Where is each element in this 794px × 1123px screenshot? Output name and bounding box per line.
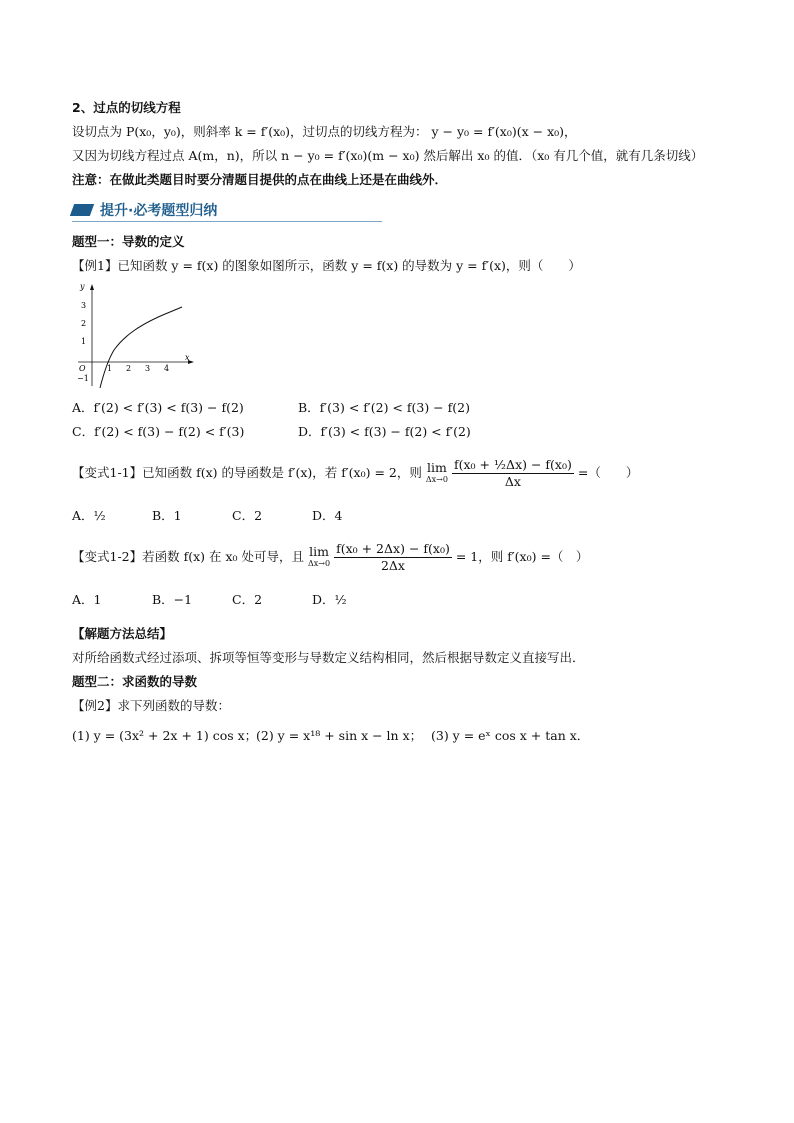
example1-option-b: B．f′(3) < f′(2) < f(3) − f(2) [298, 400, 470, 415]
variant1-1 [72, 450, 732, 496]
type2-heading: 题型二：求函数的导数 [72, 674, 198, 689]
example1-option-a: A．f′(2) < f′(3) < f(3) − f(2) [72, 400, 244, 415]
y-tick-neg1: −1 [77, 374, 89, 383]
variant1-1-fraction [452, 457, 574, 490]
variant1-2-fraction [334, 541, 452, 574]
variant1-1-option-b: B．1 [152, 508, 182, 523]
example1: 【例1】已知函数 y = f(x) 的图象如图所示，函数 y = f(x) 的导数为 y = f′(x)，则（ ） [72, 258, 581, 273]
variant1-2-option-a: A．1 [72, 592, 102, 607]
variant1-2-option-c: C．2 [232, 592, 263, 607]
banner-rule [72, 221, 382, 222]
fraction-numerator: f(x₀ + 2Δx) − f(x₀) [336, 541, 450, 556]
variant1-2-option-b: B．−1 [152, 592, 193, 607]
banner-bar-icon [70, 204, 94, 216]
variant1-1-text: 【变式1-1】已知函数 f(x) 的导函数是 f′(x)，若 f′(x₀) = 2，则 [72, 465, 422, 480]
example1-option-c: C．f′(2) < f(3) − f(2) < f′(3) [72, 424, 245, 439]
y-tick-3: 3 [81, 301, 87, 310]
x-axis-label: x [185, 353, 190, 362]
example1-options-row2 [72, 420, 732, 444]
x-tick-3: 3 [145, 364, 151, 373]
x-tick-4: 4 [164, 364, 170, 373]
fraction-denominator: 2Δx [380, 558, 405, 573]
section-heading: 2、过点的切线方程 [72, 100, 181, 115]
summary-text: 对所给函数式经过添项、拆项等恒等变形与导数定义结构相同，然后根据导数定义直接写出． [72, 650, 585, 665]
graph-svg [72, 280, 202, 392]
variant1-1-tail: =（ ） [577, 465, 639, 480]
y-tick-2: 2 [81, 319, 87, 328]
origin-label: O [79, 364, 86, 373]
section-banner [72, 198, 732, 222]
variant1-2-limit [308, 543, 331, 570]
summary-heading: 【解题方法总结】 [72, 626, 173, 641]
type1-heading: 题型一：导数的定义 [72, 234, 185, 249]
variant1-1-option-d: D．4 [312, 508, 343, 523]
tangent-through-point: 又因为切线方程过点 A(m，n)，所以 n − y₀ = f′(x₀)(m − x₀) 然后解出 x₀ 的值．（x₀ 有几个值，就有几条切线） [72, 148, 704, 163]
y-tick-1: 1 [81, 337, 87, 346]
variant1-2 [72, 534, 732, 580]
lim-subscript: Δx→0 [425, 474, 448, 484]
example2-part-1: (1) y = (3x² + 2x + 1) cos x； [72, 728, 258, 743]
variant1-2-option-d: D．½ [312, 592, 347, 607]
banner-title: 提升·必考题型归纳 [100, 203, 218, 219]
lim-symbol: lim [309, 543, 329, 559]
variant1-2-options [72, 588, 732, 612]
function-curve [100, 307, 182, 388]
tangent-line-formula: 设切点为 P(x₀，y₀)，则斜率 k = f′(x₀)，过切点的切线方程为： y − y₀ = f′(x₀)(x − x₀)， [72, 124, 577, 139]
example2-part-2: (2) y = x¹⁸ + sin x − ln x； [256, 728, 423, 743]
example2-parts [72, 724, 732, 748]
example1-options-row1 [72, 396, 732, 420]
x-tick-1: 1 [107, 364, 113, 373]
x-tick-2: 2 [126, 364, 132, 373]
lim-subscript: Δx→0 [308, 558, 331, 568]
y-axis-label: y [80, 282, 85, 291]
y-axis-arrow-icon [90, 284, 94, 290]
variant1-1-options [72, 504, 732, 528]
fraction-denominator: Δx [504, 474, 521, 489]
lim-symbol: lim [426, 459, 447, 475]
example1-option-d: D．f′(3) < f(3) − f(2) < f′(2) [298, 424, 471, 439]
variant1-1-option-a: A．½ [72, 508, 106, 523]
note: 注意：在做此类题目时要分清题目提供的点在曲线上还是在曲线外． [72, 172, 448, 187]
variant1-2-tail: = 1，则 f′(x₀) =（ ） [455, 549, 589, 564]
variant1-1-option-c: C．2 [232, 508, 263, 523]
example2: 【例2】求下列函数的导数： [72, 698, 230, 713]
example2-part-3: (3) y = eˣ cos x + tan x． [431, 728, 590, 743]
variant1-1-limit [425, 459, 448, 486]
variant1-2-text: 【变式1-2】若函数 f(x) 在 x₀ 处可导，且 [72, 549, 305, 564]
function-graph [72, 280, 202, 392]
page-content [72, 96, 732, 748]
fraction-numerator: f(x₀ + ½Δx) − f(x₀) [453, 457, 572, 472]
